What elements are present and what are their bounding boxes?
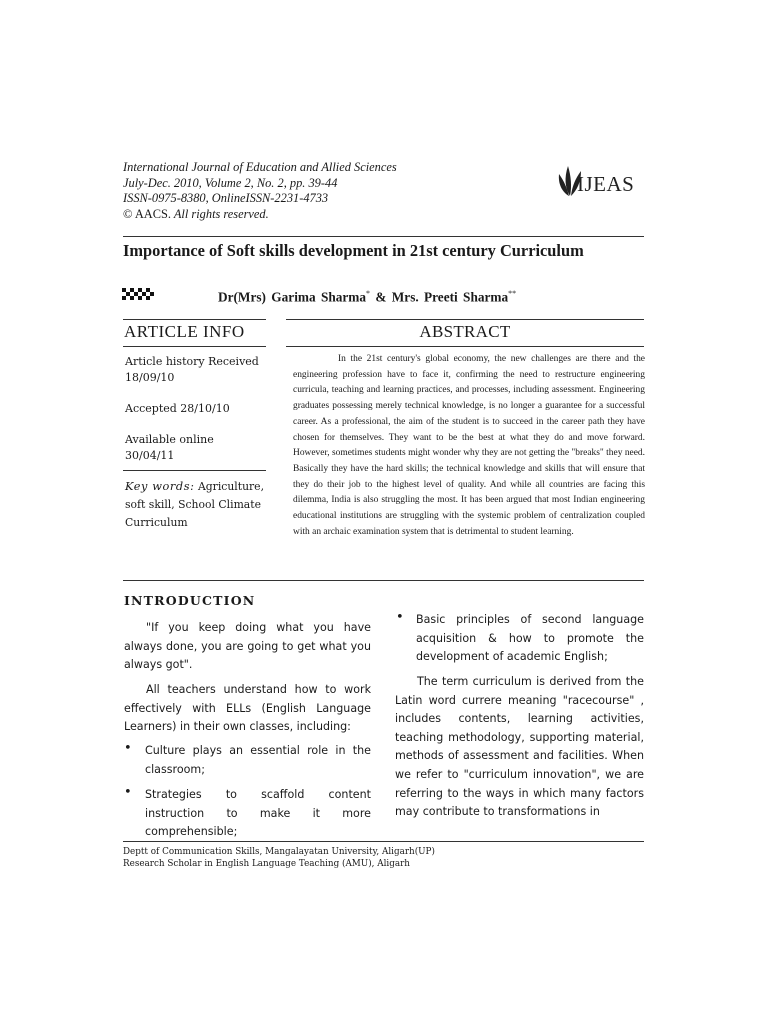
intro-paragraph-1: All teachers understand how to work effectively with ELLs (English Language Learners) in their own classes, including:	[124, 683, 371, 734]
keywords-rule	[123, 470, 266, 471]
journal-issn: ISSN-0975-8380, OnlineISSN-2231-4733	[123, 191, 329, 205]
abstract-text: In the 21st century's global economy, the new challenges are there and the engineering profession have to face it, confirming the need to restructure engineering curricula, teaching and learning practices, and processes, including assessment. Engineering graduates possessing merely technical knowledge, is no longer a guarantee for a successful career. As a professional, the aim of the student is to succeed in the career path they have chosen for themselves. They want to be the best at what they do and move forward. However, sometimes students might wonder why they are not getting the "breaks" they need. Basically they have the hard skills; the technical knowledge and skills that will ensure that they do their job to the highest level of quality. And while all countries are facing this dilemma, India is also struggling the most. It has been argued that most Indian engineering educational institutions are struggling with the systemic problem of centralization coupled with an archaic examination system that is detrimental to student learning.	[293, 354, 645, 537]
intro-top-rule	[123, 580, 644, 581]
introduction-heading: INTRODUCTION	[124, 593, 256, 608]
history-accepted: Accepted 28/10/10	[125, 402, 230, 415]
history-available-date: 30/04/11	[125, 449, 175, 462]
author-1-mark: *	[366, 289, 371, 298]
footnote-2: Research Scholar in English Language Teaching (AMU), Aligarh	[123, 859, 410, 869]
author-2-mark: **	[508, 289, 517, 298]
intro-quote: "If you keep doing what you have always done, you are going to get what you always got".	[124, 621, 371, 672]
bullet-dot-icon: •	[124, 741, 132, 756]
copyright-symbol: © AACS.	[123, 206, 171, 221]
bullet-left-1: Culture plays an essential role in the classroom;	[145, 744, 371, 776]
journal-copyright	[123, 207, 543, 223]
history-available	[125, 432, 275, 464]
info-top-rule	[123, 319, 266, 320]
ijeas-logo	[556, 158, 648, 200]
bullet-right-1: Basic principles of second language acquisition & how to promote the development of academic English;	[416, 613, 644, 664]
journal-header	[123, 160, 543, 222]
logo-text: IJEAS	[577, 172, 635, 196]
keywords-text: Agriculture, soft skill, School Climate Curriculum	[125, 480, 264, 529]
checkered-divider-icon	[122, 288, 156, 300]
article-info-heading: ARTICLE INFO	[124, 322, 245, 341]
header-rule	[123, 236, 644, 237]
authors-line	[218, 289, 516, 305]
bullet-dot-icon: •	[124, 785, 132, 800]
bullet-left-2: Strategies to scaffold content instruction to make it more comprehensible;	[145, 788, 371, 839]
article-history	[125, 354, 275, 386]
keywords-label: Key words:	[125, 480, 195, 493]
footnote-1: Deptt of Communication Skills, Mangalayatan University, Aligarh(UP)	[123, 847, 435, 857]
copyright-text: All rights reserved.	[170, 206, 269, 221]
info-heading-rule	[123, 346, 266, 347]
author-connector: &	[375, 289, 387, 305]
author-2: Mrs. Preeti Sharma	[391, 289, 509, 305]
keywords-block	[125, 478, 275, 532]
footnotes	[123, 846, 435, 870]
journal-issue: July-Dec. 2010, Volume 2, No. 2, pp. 39-44	[123, 175, 338, 190]
paper-title: Importance of Soft skills development in 21st century Curriculum	[123, 241, 584, 260]
author-1: Dr(Mrs) Garima Sharma	[218, 289, 367, 305]
intro-paragraph-2: The term curriculum is derived from the Latin word currere meaning "racecourse" , includes contents, learning activities, teaching methodology, supporting material, methods of assessment and facilities. When we refer to "curriculum innovation", we are referring to the ways in which many factors may contribute to transformations in	[395, 675, 644, 819]
history-received-label: Article history Received	[125, 355, 259, 368]
footnote-rule	[123, 841, 644, 842]
history-available-label: Available online	[125, 433, 214, 446]
journal-name: International Journal of Education and Allied Sciences	[123, 160, 397, 174]
history-received-date: 18/09/10	[125, 371, 175, 384]
abstract-heading: ABSTRACT	[419, 322, 511, 341]
abstract-heading-rule	[286, 346, 644, 347]
bullet-dot-icon: •	[396, 610, 404, 625]
abstract-top-rule	[286, 319, 644, 320]
